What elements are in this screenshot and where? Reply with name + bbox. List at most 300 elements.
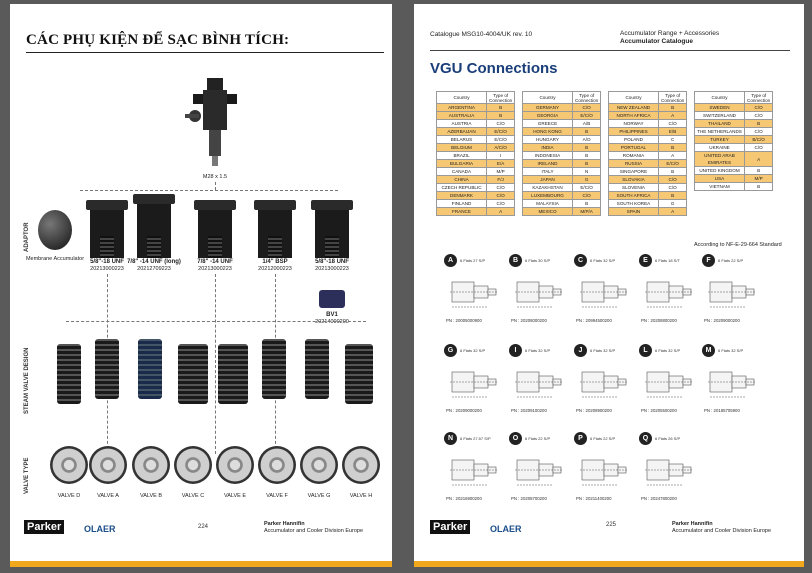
connection-type-cell: M/P/A [573,208,601,216]
right-catalogue-page [414,4,804,567]
connection-type-cell: M/P [745,175,773,183]
connection-type-cell: B [659,168,687,176]
connection-type-cell: C/O [573,104,601,112]
country-cell: ARGENTINA [437,104,487,112]
table-row [437,104,515,112]
connection-letter-badge: L [639,344,652,357]
table-row [523,128,601,136]
connection-type-cell: A [659,112,687,120]
column-header-country: Country [695,92,745,104]
connection-letter-badge: O [509,432,522,445]
adaptor-3-image [198,200,232,258]
flats-note: 6 Flats 32 S/P [525,348,551,353]
connection-l [639,344,699,416]
adaptor-2-label: 7/8" -14 UNF (long) 20212709223 [127,259,181,272]
column-header-type: Type of Connection [745,92,773,104]
country-cell: AZERBAIJAN [437,128,487,136]
table-row [609,112,687,120]
parker-logo: Parker [430,520,470,534]
table-row [609,168,687,176]
connection-drawing [513,272,565,312]
part-number: PN : 20247800200 [641,496,677,501]
table-row [695,183,773,191]
country-cell: BRAZIL [437,152,487,160]
charging-fitting-image [185,76,245,176]
connection-type-cell: B [745,183,773,191]
country-cell: ROMANIA [609,152,659,160]
connection-letter-badge: B [509,254,522,267]
country-table-1 [436,91,515,216]
connection-type-cell: E/C/O [659,160,687,168]
table-row [695,152,773,167]
connection-o [509,432,569,504]
table-row [695,144,773,152]
footer-company: Parker Hannifin Accumulator and Cooler Division Europe [264,521,364,534]
connection-e [639,254,699,326]
steam-valve-b [138,339,162,399]
valve-e-image [216,446,254,484]
connector-line [80,190,338,191]
country-cell: BELARUS [437,136,487,144]
connection-type-cell: B [487,104,515,112]
adaptor-4-image [258,200,292,258]
country-cell: HONG KONG [523,128,573,136]
bv1-label: BV1 20214000200 [315,312,349,325]
table-row [523,136,601,144]
country-cell: BELGIUM [437,144,487,152]
part-number: PN : 20208700200 [511,496,547,501]
parker-logo: Parker [24,520,64,534]
connection-type-cell: C/O [745,128,773,136]
part-number: PN : 20185705900 [704,408,740,413]
title-rule [26,52,384,53]
connection-type-cell: C/O [745,112,773,120]
connection-type-cell: I [487,152,515,160]
country-cell: SOUTH KOREA [609,200,659,208]
valve-h-label: VALVE H [349,493,373,499]
connection-type-cell: C/O [745,144,773,152]
table-row [523,168,601,176]
column-header-type: Type of Connection [659,92,687,104]
connection-type-cell: E/C/O [487,128,515,136]
connection-type-cell: B [659,104,687,112]
connection-letter-badge: N [444,432,457,445]
membrane-accumulator-image [38,210,72,250]
flats-note: 6 Flats 22 S/P [525,436,551,441]
connection-type-cell: A [659,208,687,216]
part-number: PN : 20994500200 [576,318,612,323]
table-row [695,120,773,128]
country-cell: PHILIPPINES [609,128,659,136]
table-row [609,152,687,160]
part-number: PN : 20208800200 [641,318,677,323]
connector-line [66,321,366,322]
valve-b-image [132,446,170,484]
column-header-country: Country [523,92,573,104]
connector-line [215,182,216,190]
table-row [695,175,773,183]
connection-type-cell: B [573,128,601,136]
table-header-row [609,92,687,104]
column-header-country: Country [437,92,487,104]
connection-type-cell: C/O [659,176,687,184]
connection-j [574,344,634,416]
connector-line [215,274,216,454]
valve-g-image [300,446,338,484]
country-cell: JAPAN [523,176,573,184]
country-cell: HUNGARY [523,136,573,144]
part-number: PN : 20209000200 [704,318,740,323]
connection-letter-badge: G [444,344,457,357]
steam-valve-g [305,339,329,399]
connection-drawing [643,450,695,490]
table-row [609,208,687,216]
country-cell: SLOVAKIA [609,176,659,184]
valve-h-image [342,446,380,484]
part-number: PN : 20209100200 [511,408,547,413]
connection-drawing [513,362,565,402]
connection-drawing [643,272,695,312]
connection-letter-badge: I [509,344,522,357]
connection-a [444,254,504,326]
connection-letter-badge: Q [639,432,652,445]
country-cell: FINLAND [437,200,487,208]
country-cell: SLOVENIA [609,184,659,192]
part-number: PN : 20208900200 [576,408,612,413]
country-cell: RUSSIA [609,160,659,168]
country-cell: IRELAND [523,160,573,168]
valve-e-label: VALVE E [223,493,247,499]
olaer-logo: OLAER [84,524,116,534]
table-row [437,200,515,208]
standard-note: According to NF-E-29-664 Standard [694,242,782,248]
flats-note: 6 Flats 32 S/P [655,348,681,353]
flats-note: 6 Flats 22 S/P [718,258,744,263]
table-row [437,176,515,184]
connection-type-cell: E/B [659,128,687,136]
table-row [609,192,687,200]
table-row [523,192,601,200]
table-row [437,208,515,216]
connection-type-cell: C [659,136,687,144]
connection-m [702,344,762,416]
country-cell: TURKEY [695,136,745,144]
column-header-type: Type of Connection [487,92,515,104]
table-row [523,208,601,216]
page-number: 224 [198,524,209,530]
section-label-adaptor: ADAPTOR [24,222,30,252]
part-number: PN : 20208000200 [511,318,547,323]
country-cell: UNITED KINGDOM [695,167,745,175]
country-cell: NORTH AFRICA [609,112,659,120]
membrane-accumulator-label: Membrane Accumulator [25,256,85,262]
table-row [523,200,601,208]
table-row [437,120,515,128]
connection-type-cell: C/O [487,184,515,192]
flats-note: 6 Flats 18 S/T [655,258,680,263]
country-cell: ITALY [523,168,573,176]
table-row [523,120,601,128]
country-cell: FRANCE [437,208,487,216]
footer-company: Parker Hannifin Accumulator and Cooler Division Europe [672,521,772,534]
table-header-row [523,92,601,104]
table-row [523,160,601,168]
valve-c-image [174,446,212,484]
valve-c-label: VALVE C [181,493,205,499]
connection-type-cell: M/P [487,168,515,176]
country-cell: VIETNAM [695,183,745,191]
catalogue-header: Accumulator Range + Accessories Accumulator Catalogue [620,30,720,45]
table-row [437,152,515,160]
valve-f-image [258,446,296,484]
table-row [609,120,687,128]
steam-valve-c [178,344,208,404]
table-row [523,112,601,120]
flats-note: 6 Flats 27.57 S/P [460,436,491,441]
steam-valve-f [262,339,286,399]
country-cell: INDONESIA [523,152,573,160]
section-label-steam-valve: STEAM VALVE DESIGN [24,347,30,414]
flats-note: 6 Flats 26 S/P [655,436,681,441]
part-number: PN : 20005000900 [446,318,482,323]
valve-a-image [89,446,127,484]
section-label-valve-type: VALVE TYPE [24,457,30,494]
connection-drawing [578,450,630,490]
valve-b-label: VALVE B [139,493,163,499]
country-cell: AUSTRALIA [437,112,487,120]
country-cell: GERMANY [523,104,573,112]
connection-letter-badge: P [574,432,587,445]
country-cell: CHINA [437,176,487,184]
connection-letter-badge: C [574,254,587,267]
olaer-logo: OLAER [490,524,522,534]
country-cell: SOUTH AFRICA [609,192,659,200]
connection-type-cell: B [745,167,773,175]
country-cell: KAZAKHSTAN [523,184,573,192]
connection-drawing [706,362,758,402]
table-row [523,176,601,184]
connection-letter-badge: M [702,344,715,357]
steam-valve-h [345,344,373,404]
connection-type-cell: B [659,144,687,152]
country-cell: THAILAND [695,120,745,128]
column-header-type: Type of Connection [573,92,601,104]
table-row [437,112,515,120]
country-table-4 [694,91,773,191]
bv1-image [319,290,345,308]
country-cell: SPAIN [609,208,659,216]
country-cell: SWEDEN [695,104,745,112]
section-title: VGU Connections [430,60,558,77]
adaptor-1-label: 5/8"-18 UNF 20213000223 [90,259,124,272]
connection-g [444,344,504,416]
flats-note: 6 Flats 22 S/P [590,436,616,441]
table-row [695,112,773,120]
table-row [437,128,515,136]
connection-type-cell: E/C/O [487,136,515,144]
steam-valve-e [218,344,248,404]
connection-type-cell: E/A [487,160,515,168]
top-fitting-label: M28 x 1.5 [202,174,228,180]
adaptor-4-label: 1/4" BSP 20212000223 [258,259,292,272]
table-row [609,176,687,184]
connection-type-cell: C/O [659,184,687,192]
valve-d-label: VALVE D [57,493,81,499]
country-cell: NORWAY [609,120,659,128]
country-table-2 [522,91,601,216]
steam-valve-a [95,339,119,399]
connection-type-cell: A [487,208,515,216]
steam-valve-d [57,344,81,404]
country-cell: CZECH REPUBLIC [437,184,487,192]
connection-letter-badge: E [639,254,652,267]
country-cell: CANADA [437,168,487,176]
connection-type-cell: N [573,168,601,176]
country-cell: UKRAINE [695,144,745,152]
connection-type-cell: B [659,192,687,200]
connection-type-cell: C/O [659,120,687,128]
table-row [609,136,687,144]
country-cell: GEORGIA [523,112,573,120]
table-row [695,136,773,144]
table-row [609,160,687,168]
country-cell: SWITZERLAND [695,112,745,120]
adaptor-5-image [315,200,349,258]
table-row [437,168,515,176]
country-cell: PORTUGAL [609,144,659,152]
country-cell: UNITED ARAB EMIRATES [695,152,745,167]
country-cell: AUSTRIA [437,120,487,128]
country-cell: MEXICO [523,208,573,216]
connection-drawing [448,450,500,490]
connection-type-cell: A [745,152,773,167]
table-row [609,184,687,192]
table-row [523,152,601,160]
table-row [523,104,601,112]
connection-type-cell: A/C/O [487,144,515,152]
connection-type-cell: B [487,112,515,120]
valve-a-label: VALVE A [97,493,119,499]
valve-f-label: VALVE F [266,493,288,499]
table-row [523,184,601,192]
connection-b [509,254,569,326]
table-row [609,200,687,208]
connection-f [702,254,762,326]
connection-c [574,254,634,326]
table-row [695,104,773,112]
country-cell: LUXEMBOURG [523,192,573,200]
valve-d-image [50,446,88,484]
connection-drawing [448,362,500,402]
part-number: PN : 20209000200 [446,408,482,413]
connection-type-cell: C/O [487,192,515,200]
part-number: PN : 20205500200 [641,408,677,413]
adaptor-3-label: 7/8" -14 UNF 20213000223 [197,259,233,272]
flats-note: 6 Flats 32 S/P [590,348,616,353]
valve-g-label: VALVE G [307,493,331,499]
country-cell: SINGAPORE [609,168,659,176]
country-cell: POLAND [609,136,659,144]
connection-type-cell: C/O [573,192,601,200]
connection-drawing [578,272,630,312]
connection-letter-badge: A [444,254,457,267]
connection-type-cell: C/O [487,200,515,208]
connection-n [444,432,504,504]
table-row [609,144,687,152]
connection-letter-badge: J [574,344,587,357]
connection-q [639,432,699,504]
table-row [437,160,515,168]
flats-note: 6 Flats 32 S/P [718,348,744,353]
connection-type-cell: B [573,144,601,152]
page-number: 225 [606,522,617,528]
column-header-country: Country [609,92,659,104]
table-header-row [437,92,515,104]
country-cell: USA [695,175,745,183]
page-title: CÁC PHỤ KIỆN ĐỂ SẠC BÌNH TÍCH: [26,32,290,48]
connection-drawing [448,272,500,312]
connection-type-cell: B/C/O [745,136,773,144]
connection-type-cell: A [659,152,687,160]
connection-type-cell: G [573,176,601,184]
header-rule [430,50,790,51]
connection-drawing [513,450,565,490]
table-row [523,144,601,152]
table-header-row [695,92,773,104]
table-row [609,128,687,136]
connection-type-cell: E/C/O [573,184,601,192]
country-cell: DENMARK [437,192,487,200]
flats-note: 6 Flats 32 S/P [590,258,616,263]
country-table-3 [608,91,687,216]
country-cell: BULGARIA [437,160,487,168]
connection-type-cell: A/B [573,120,601,128]
country-cell: NEW ZEALAND [609,104,659,112]
connection-type-cell: E/C/O [573,112,601,120]
connection-type-cell: C/O [745,104,773,112]
connection-drawing [706,272,758,312]
connection-drawing [643,362,695,402]
flats-note: 6 Flats 27 S/P [460,258,486,263]
table-row [437,192,515,200]
part-number: PN : 20216900200 [446,496,482,501]
country-cell: THE NETHERLANDS [695,128,745,136]
footer-bar [10,561,392,567]
country-cell: INDIA [523,144,573,152]
table-row [437,144,515,152]
left-catalogue-page [10,4,392,567]
flats-note: 6 Flats 32 S/P [460,348,486,353]
connection-type-cell: A/O [573,136,601,144]
adaptor-2-image [137,194,171,258]
connection-type-cell: C/O [487,120,515,128]
connection-drawing [578,362,630,402]
table-row [437,136,515,144]
connection-type-cell: B [573,200,601,208]
part-number: PN : 20211400200 [576,496,612,501]
adaptor-5-label: 5/8"-18 UNF 20213000223 [315,259,349,272]
connection-letter-badge: F [702,254,715,267]
flats-note: 6 Flats 30 S/P [525,258,551,263]
connection-i [509,344,569,416]
table-row [609,104,687,112]
connection-p [574,432,634,504]
country-cell: GREECE [523,120,573,128]
table-row [695,128,773,136]
connection-type-cell: B [573,152,601,160]
connection-type-cell: F/J [487,176,515,184]
country-cell: MALAYSIA [523,200,573,208]
